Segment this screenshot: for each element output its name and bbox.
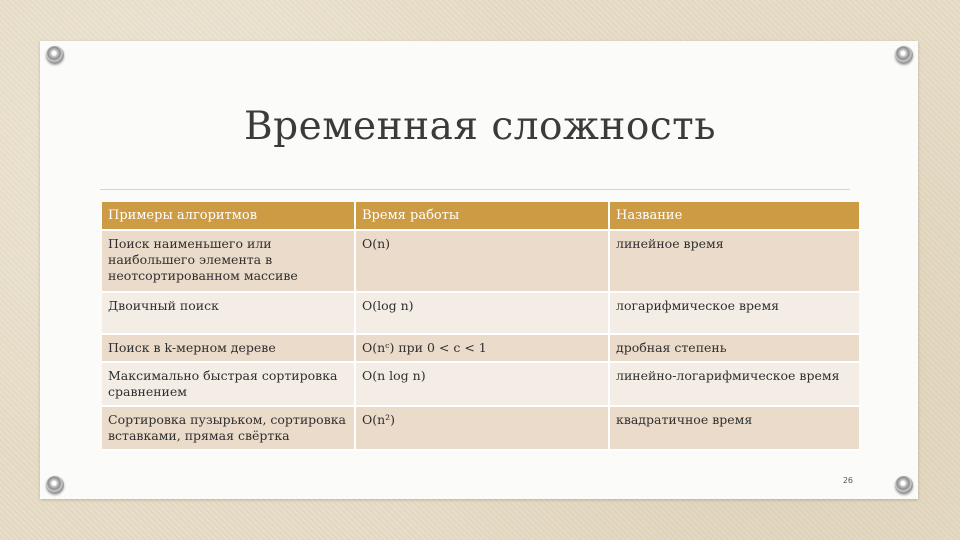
slide-title: Временная сложность <box>244 104 716 149</box>
cell-example: Максимально быстрая сортировка сравнением <box>102 363 354 407</box>
cell-name: логарифмическое время <box>608 293 859 335</box>
cell-name: линейное время <box>608 231 859 293</box>
cell-name: квадратичное время <box>608 407 859 451</box>
table-row <box>102 293 859 335</box>
cell-example: Поиск в k-мерном дереве <box>102 335 354 363</box>
cell-runtime: O(nᶜ) при 0 < c < 1 <box>354 335 608 363</box>
table-row <box>102 363 859 407</box>
table-header-row <box>102 202 859 231</box>
table-row <box>102 407 859 451</box>
cell-runtime: O(n) <box>354 231 608 293</box>
pushpin-icon <box>895 476 913 494</box>
table-row <box>102 231 859 293</box>
pushpin-icon <box>895 46 913 64</box>
header-examples: Примеры алгоритмов <box>102 202 354 231</box>
cell-runtime: O(n log n) <box>354 363 608 407</box>
cell-name: линейно-логарифмическое время <box>608 363 859 407</box>
cell-name: дробная степень <box>608 335 859 363</box>
cell-runtime: O(log n) <box>354 293 608 335</box>
pushpin-icon <box>46 46 64 64</box>
cell-runtime: O(n²) <box>354 407 608 451</box>
complexity-table <box>102 202 859 451</box>
title-divider <box>100 189 850 190</box>
cell-example: Поиск наименьшего или наибольшего элемента в неотсортированном массиве <box>102 231 354 293</box>
header-runtime: Время работы <box>354 202 608 231</box>
cell-example: Двоичный поиск <box>102 293 354 335</box>
page-number: 26 <box>842 476 853 485</box>
pushpin-icon <box>46 476 64 494</box>
table-row <box>102 335 859 363</box>
header-name: Название <box>608 202 859 231</box>
cell-example: Сортировка пузырьком, сортировка вставками, прямая свёртка <box>102 407 354 451</box>
